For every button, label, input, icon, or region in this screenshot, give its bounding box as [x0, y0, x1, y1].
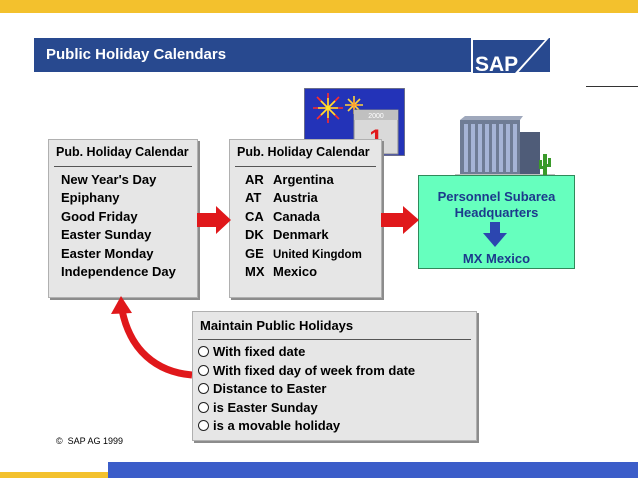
holiday-item: New Year's Day: [61, 172, 157, 187]
radio-button-icon[interactable]: [198, 420, 209, 431]
country-name: Argentina: [273, 172, 334, 187]
maintain-holidays-title: Maintain Public Holidays: [200, 318, 354, 333]
sap-logo: [471, 38, 549, 75]
country-code: GE: [245, 245, 264, 261]
holiday-item: Good Friday: [61, 208, 138, 224]
country-calendar-panel: [229, 139, 382, 298]
bottom-yellow-bar: [0, 472, 108, 478]
personnel-subarea-box: [418, 175, 575, 269]
holiday-item: Easter Sunday: [61, 227, 152, 243]
panel-divider: [235, 166, 376, 167]
arrow-down-icon: [483, 222, 507, 248]
bottom-blue-bar: [108, 462, 638, 478]
divider-line: [586, 86, 638, 87]
subarea-country: MX Mexico: [462, 251, 531, 266]
headquarters-building-image: [455, 110, 555, 178]
option-label: With fixed date: [213, 344, 306, 359]
option-label: Distance to Easter: [213, 381, 327, 396]
sap-logo-text: SAP: [475, 53, 519, 75]
country-item: [245, 263, 362, 281]
holiday-item: Easter Monday: [61, 245, 154, 261]
page-title: Public Holiday Calendars: [46, 46, 227, 63]
curved-arrow-icon: [104, 292, 196, 384]
country-item: [245, 171, 362, 189]
maintain-holidays-panel: [192, 311, 477, 441]
radio-button-icon[interactable]: [198, 346, 209, 357]
country-code: AR: [245, 172, 264, 187]
option-easter-sunday[interactable]: [198, 399, 415, 418]
radio-button-icon[interactable]: [198, 402, 209, 413]
panel-divider: [198, 339, 471, 340]
radio-button-icon[interactable]: [198, 383, 209, 394]
copyright-icon: ©: [56, 436, 63, 446]
country-name: United Kingdom: [273, 248, 362, 261]
svg-text:2000: 2000: [368, 113, 384, 120]
country-item: [245, 189, 362, 207]
country-name: Austria: [273, 190, 318, 206]
option-movable-holiday[interactable]: [198, 417, 415, 436]
holiday-item: Epiphany: [61, 190, 120, 206]
country-name: Denmark: [273, 227, 329, 243]
country-calendar-title: Pub. Holiday Calendar: [237, 145, 370, 159]
country-item: [245, 208, 362, 226]
option-distance-to-easter[interactable]: [198, 380, 415, 399]
subarea-name: Headquarters: [454, 205, 539, 220]
option-label: is Easter Sunday: [213, 399, 318, 415]
copyright-text: SAP AG 1999: [67, 436, 124, 446]
holiday-item: Independence Day: [61, 263, 176, 279]
country-name: Mexico: [273, 263, 318, 279]
panel-divider: [54, 166, 192, 167]
option-fixed-day-of-week[interactable]: [198, 362, 415, 381]
country-item: [245, 245, 362, 263]
arrow-right-icon: [197, 206, 231, 234]
option-label: is a movable holiday: [213, 418, 341, 433]
holiday-list-title: Pub. Holiday Calendar: [56, 145, 189, 159]
country-code: DK: [245, 227, 264, 243]
holiday-list-panel: [48, 139, 198, 298]
subarea-title: Personnel Subarea: [437, 189, 556, 204]
country-code: AT: [245, 190, 262, 206]
cactus-icon: [539, 154, 551, 176]
arrow-right-icon: [381, 206, 419, 234]
option-label: With fixed day of week from date: [213, 362, 416, 378]
copyright-notice: [56, 436, 123, 446]
option-fixed-date[interactable]: [198, 343, 415, 362]
top-accent-bar: [0, 0, 638, 13]
radio-button-icon[interactable]: [198, 365, 209, 376]
country-code: MX: [245, 263, 265, 279]
country-code: CA: [245, 208, 264, 224]
country-item: [245, 226, 362, 244]
country-name: Canada: [273, 208, 320, 224]
